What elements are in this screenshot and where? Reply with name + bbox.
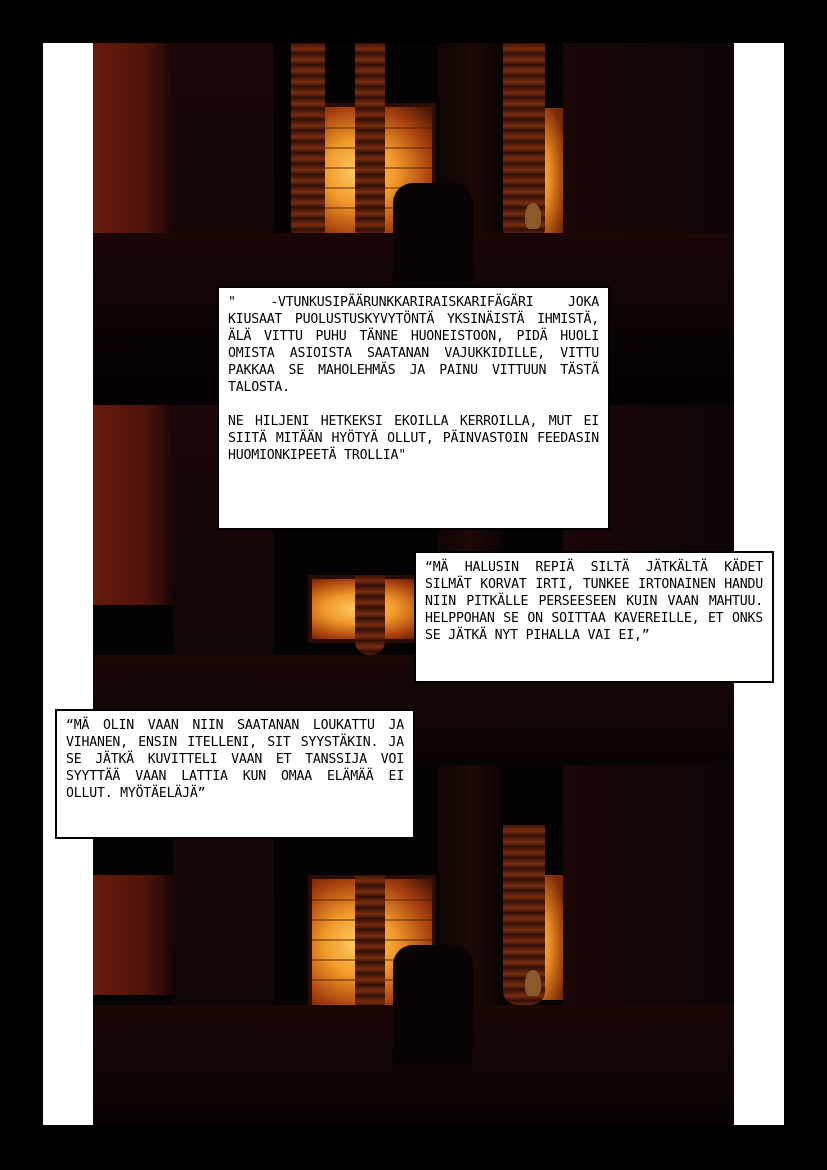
chair-silhouette bbox=[393, 945, 473, 1065]
curtain bbox=[355, 875, 385, 1015]
caption-text: " -VTUNKUSIPÄÄRUNKKARIRAISKARIFÄGÄRI JOKA KIUSAAT PUOLUSTUSKYVYTÖNTÄ YKSINÄISTÄ IHMISTÄ, ÄLÄ VITTU PUHU TÄNNE HUONEISTOON, PIDÄ HUOLI OMISTA ASIOISTA SAATANAN VAJUKKIDILLE, VITTU PAKKAA SE MAHOLEHMÄS JA PAINU VITTUUN TÄSTÄ TALOSTA. bbox=[228, 295, 599, 395]
curtain bbox=[291, 43, 325, 243]
chair-silhouette bbox=[393, 183, 473, 303]
red-wall bbox=[93, 43, 173, 243]
caption-box-1 bbox=[217, 286, 610, 530]
curtain bbox=[355, 575, 385, 655]
caption-box-3 bbox=[55, 709, 415, 839]
caption-text: NE HILJENI HETKEKSI EKOILLA KERROILLA, MUT EI SIITÄ MITÄÄN HYÖTYÄ OLLUT, PÄINVASTOIN FEEDASIN HUOMIONKIPEETÄ TROLLIA" bbox=[228, 414, 599, 463]
figurine bbox=[525, 970, 541, 996]
red-wall bbox=[93, 405, 173, 605]
figurine bbox=[525, 203, 541, 229]
caption-text: “MÄ HALUSIN REPIÄ SILTÄ JÄTKÄLTÄ KÄDET SILMÄT KORVAT IRTI, TUNKEE IRTONAINEN HANDU NIIN PITKÄLLE PERSEESEEN KUIN VAAN MAHTUU. HELPPOHAN SE ON SOITTAA KAVEREILLE, ET ONKS SE JÄTKÄ NYT PIHALLA VAI EI,” bbox=[425, 560, 763, 643]
curtain bbox=[355, 43, 385, 243]
caption-box-2 bbox=[414, 551, 774, 683]
red-wall bbox=[93, 875, 173, 995]
caption-text: “MÄ OLIN VAAN NIIN SAATANAN LOUKATTU JA VIHANEN, ENSIN ITELLENI, SIT SYYSTÄKIN. JA SE JÄTKÄ KUVITTELI VAAN ET TANSSIJA VOI SYYTTÄÄ VAAN LATTIA KUN OMAA ELÄMÄÄ EI OLLUT. MYÖTÄELÄJÄ” bbox=[66, 718, 404, 801]
